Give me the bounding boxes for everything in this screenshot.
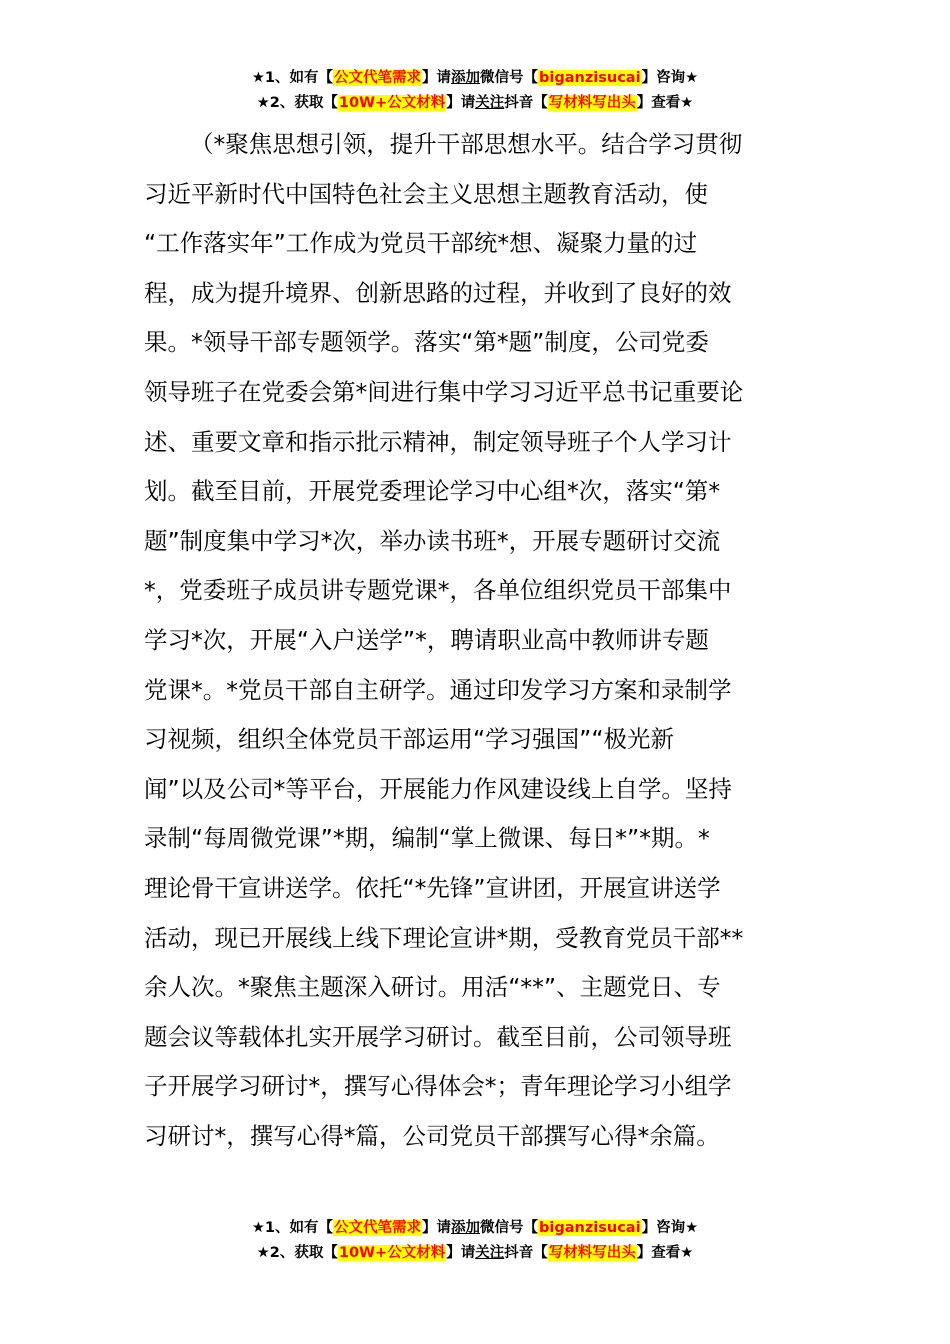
header-line-2-text: 】请 [446, 95, 476, 111]
header-highlight-materials: 10W+公文材料 [338, 95, 446, 111]
header-line-1-text: ★1、如有【 [251, 70, 334, 86]
body-line: 题”制度集中学习*次，举办读书班*，开展专题研讨交流 [144, 526, 721, 555]
footer-underline-follow: 关注 [475, 1245, 505, 1261]
header-line-1-text: 】咨询★ [641, 70, 699, 86]
body-line: “工作落实年”工作成为党员干部统*想、凝聚力量的过 [144, 229, 698, 258]
footer-line-1-text: 】咨询★ [641, 1220, 699, 1236]
document-body [144, 120, 809, 1161]
footer-line-1 [0, 1216, 950, 1241]
header-line-1-text: 微信号【 [480, 70, 539, 86]
footer-highlight-wechat-id: biganzisucai [539, 1220, 641, 1236]
header-line-2 [0, 91, 950, 116]
body-line: 程，成为提升境界、创新思路的过程，并收到了良好的效 [144, 278, 732, 307]
header-line-1 [0, 66, 950, 91]
body-line: 学习*次，开展“入户送学”*，聘请职业高中教师讲专题 [144, 625, 709, 654]
body-line: 余人次。*聚焦主题深入研讨。用活“**”、主题党日、专 [144, 973, 721, 1002]
body-line: 习视频，组织全体党员干部运用“学习强国”“极光新 [144, 725, 675, 754]
body-line: 划。截至目前，开展党委理论学习中心组*次，落实“第* [144, 477, 721, 506]
header-highlight-wechat-id: biganzisucai [539, 70, 641, 86]
header-line-2-text: 】查看★ [636, 95, 694, 111]
body-line: 录制“每周微党课”*期，编制“掌上微课、每日*”*期。* [144, 824, 710, 853]
footer-line-2-text: ★2、获取【 [256, 1245, 338, 1261]
footer-line-1-text: 微信号【 [480, 1220, 539, 1236]
body-line: 习研讨*，撰写心得*篇，公司党员干部撰写心得*余篇。 [144, 1121, 720, 1150]
footer-line-2-text: 】查看★ [636, 1245, 694, 1261]
header-underline-follow: 关注 [475, 95, 505, 111]
body-line: 题会议等载体扎实开展学习研讨。截至目前，公司领导班 [144, 1022, 732, 1051]
body-line: （*聚焦思想引领，提升干部思想水平。结合学习贯彻 [190, 130, 743, 158]
body-line: 子开展学习研讨*，撰写心得体会*；青年理论学习小组学 [144, 1072, 732, 1101]
body-line: *，党委班子成员讲专题党课*，各单位组织党员干部集中 [144, 576, 732, 605]
footer-line-2-text: 】请 [446, 1245, 476, 1261]
header-line-1-text: 】请 [422, 70, 452, 86]
header-line-2-text: 抖音【 [504, 95, 548, 111]
body-line: 领导班子在党委会第*间进行集中学习习近平总书记重要论 [144, 377, 744, 406]
footer-underline-add: 添加 [451, 1220, 481, 1236]
body-line: 习近平新时代中国特色社会主义思想主题教育活动，使 [144, 179, 708, 208]
footer-highlight-materials: 10W+公文材料 [338, 1245, 446, 1261]
header-highlight-douyin: 写材料写出头 [548, 95, 636, 111]
body-line: 党课*。*党员干部自主研学。通过印发学习方案和录制学 [144, 675, 732, 704]
body-line: 果。*领导干部专题领学。落实“第*题”制度，公司党委 [144, 328, 709, 357]
footer-line-1-text: ★1、如有【 [251, 1220, 334, 1236]
header-underline-add: 添加 [451, 70, 481, 86]
footer-banner [0, 1216, 950, 1266]
body-line: 闻”以及公司*等平台，开展能力作风建设线上自学。坚持 [144, 774, 732, 803]
footer-highlight-service: 公文代笔需求 [334, 1220, 422, 1236]
footer-line-2 [0, 1241, 950, 1266]
header-highlight-service: 公文代笔需求 [334, 70, 422, 86]
body-line: 活动，现已开展线上线下理论宣讲*期，受教育党员干部** [144, 923, 744, 952]
body-line: 理论骨干宣讲送学。依托“*先锋”宣讲团，开展宣讲送学 [144, 873, 721, 902]
header-banner [0, 66, 950, 116]
header-line-2-text: ★2、获取【 [256, 95, 338, 111]
footer-highlight-douyin: 写材料写出头 [548, 1245, 636, 1261]
footer-line-2-text: 抖音【 [504, 1245, 548, 1261]
footer-line-1-text: 】请 [422, 1220, 452, 1236]
body-line: 述、重要文章和指示批示精神，制定领导班子个人学习计 [144, 427, 732, 456]
